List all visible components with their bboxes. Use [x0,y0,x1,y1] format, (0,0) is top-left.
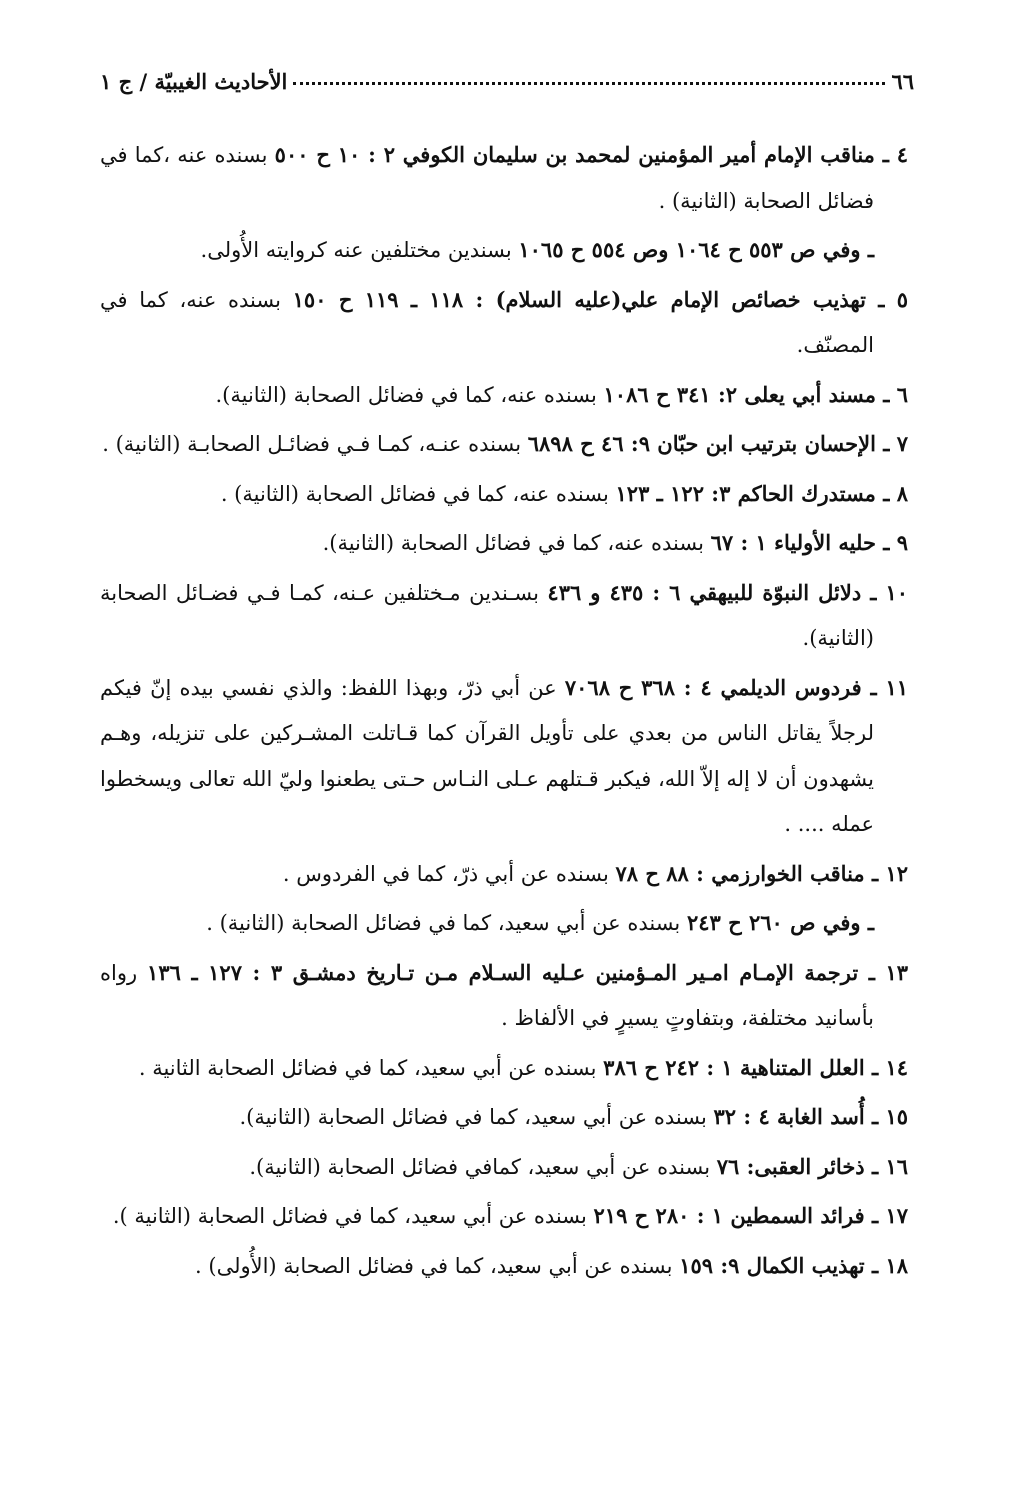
entry-12 [100,851,908,898]
entry-10 [100,570,908,662]
entry-text: بسنده عنه، كما في فضائل الصحابة (الثانية). [322,531,711,555]
entry-5 [100,277,908,369]
entry-6 [100,372,908,419]
entry-text: بسنده عن أبي ذرّ، كما في الفردوس . [282,861,616,886]
entry-text: بسنده عن أبي سعيد، كما في فضائل الصحابة (الثانية) . [206,911,687,935]
entry-source: ـ وفي ص ٢٦٠ ح ٢٤٣ [686,910,874,935]
entry-text: بسنده عنـه، كمـا فـي فضائـل الصحابـة (الثانية) . [102,432,528,456]
entry-source: ٧ ـ الإحسان بترتيب ابن حبّان ٩: ٤٦ ح ٦٨٩٨ [527,431,908,456]
entry-16 [100,1144,908,1191]
entry-13 [100,950,908,1042]
header-dot-leader [293,82,885,85]
entry-text: بسنده عنه، كما في فضائل الصحابة (الثانية) . [220,481,616,506]
entry-9 [100,520,908,567]
entry-source: ١١ ـ فردوس الديلمي ٤ : ٣٦٨ ح ٧٠٦٨ [564,674,908,700]
entry-text: بسندين مختلفين عنه كروايته الأُولى. [200,238,519,262]
entry-8 [100,471,908,518]
entry-source: ١٠ ـ دلائل النبوّة للبيهقي ٦ : ٤٣٥ و ٤٣٦ [547,579,909,605]
entry-text: بسـندين مـختلفين عـنه، كمـا فـي فضـائل الصحابة (الثانية). [100,580,874,650]
entry-18 [100,1243,908,1290]
entry-7 [100,421,908,468]
entry-4-sub [100,227,908,274]
entry-17 [100,1193,908,1240]
entry-text: بسنده عن أبي سعيد، كما في فضائل الصحابة الثانية . [138,1055,604,1080]
entry-source: ١٦ ـ ذخائر العقبى: ٧٦ [716,1153,908,1179]
entry-source: ـ وفي ص ٥٥٣ ح ١٠٦٤ وص ٥٥٤ ح ١٠٦٥ [518,237,874,262]
entry-source: ٨ ـ مستدرك الحاكم ٣: ١٢٢ ـ ١٢٣ [615,480,908,506]
entry-text: بسنده عنه ،كما في فضائل الصحابة (الثانية) . [100,143,874,213]
entry-12-sub [100,900,908,947]
entry-text: بسنده عنه، كما في فضائل الصحابة (الثانية). [215,382,604,407]
entry-text: رواه بأسانيد مختلفة، وبتفاوتٍ يسيرٍ في الألفاظ . [100,960,874,1030]
entry-text: بسنده عن أبي سعيد، كما في فضائل الصحابة (الأُولى) . [195,1253,680,1278]
entry-source: ١٤ ـ العلل المتناهية ١ : ٢٤٢ ح ٣٨٦ [603,1054,908,1080]
entry-14 [100,1045,908,1092]
entry-source: ٤ ـ مناقب الإمام أمير المؤمنين لمحمد بن سليمان الكوفي ٢ : ١٠ ح ٥٠٠ [274,142,909,167]
entry-source: ١٢ ـ مناقب الخوارزمي : ٨٨ ح ٧٨ [615,860,908,886]
entry-source: ١٥ ـ أُسد الغابة ٤ : ٣٢ [713,1104,908,1129]
entry-text: بسنده عنه، كما في المصنّف. [100,287,874,357]
entry-text: عن أبي ذرّ، وبهذا اللفظ: والذي نفسي بيده إنّ فيكم لرجلاً يقاتل الناس من بعدي على تأويل القرآن كما قـاتلت المشـركين على تنزيله، وهـم يشهدون أن لا إله إلاّ الله، فيكبر قـتلهم عـلى النـاس حـتى يطعنوا وليّ الله تعالى ويسخطوا عمله .... . [100,675,874,836]
entry-15 [100,1094,908,1141]
entry-text: بسنده عن أبي سعيد، كمافي فضائل الصحابة (الثانية). [249,1154,717,1179]
entry-source: ٩ ـ حليه الأولياء ١ : ٦٧ [710,530,908,555]
entry-source: ١٨ ـ تهذيب الكمال ٩: ١٥٩ [679,1252,908,1278]
footnote-list [100,132,908,1292]
entry-4 [100,132,908,224]
entry-source: ٥ ـ تهذيب خصائص الإمام علي(عليه السلام) : ١١٨ ـ ١١٩ ح ١٥٠ [292,286,908,312]
entry-11 [100,665,908,848]
running-header [100,54,914,94]
entry-source: ١٧ ـ فرائد السمطين ١ : ٢٨٠ ح ٢١٩ [593,1203,908,1228]
entry-text: بسنده عن أبي سعيد، كما في فضائل الصحابة (الثانية ). [112,1204,594,1228]
entry-text: بسنده عن أبي سعيد، كما في فضائل الصحابة (الثانية). [239,1105,714,1129]
entry-source: ٦ ـ مسند أبي يعلى ٢: ٣٤١ ح ١٠٨٦ [603,381,908,407]
entry-source: ١٣ ـ ترجمة الإمـام امـير المـؤمنين عـليه السـلام مـن تـاريخ دمشـق ٣ : ١٢٧ ـ ١٣٦ [147,959,909,985]
book-title: الأحاديث الغيبيّة / ج ١ [100,69,288,94]
page-number: ٦٦ [891,69,914,94]
